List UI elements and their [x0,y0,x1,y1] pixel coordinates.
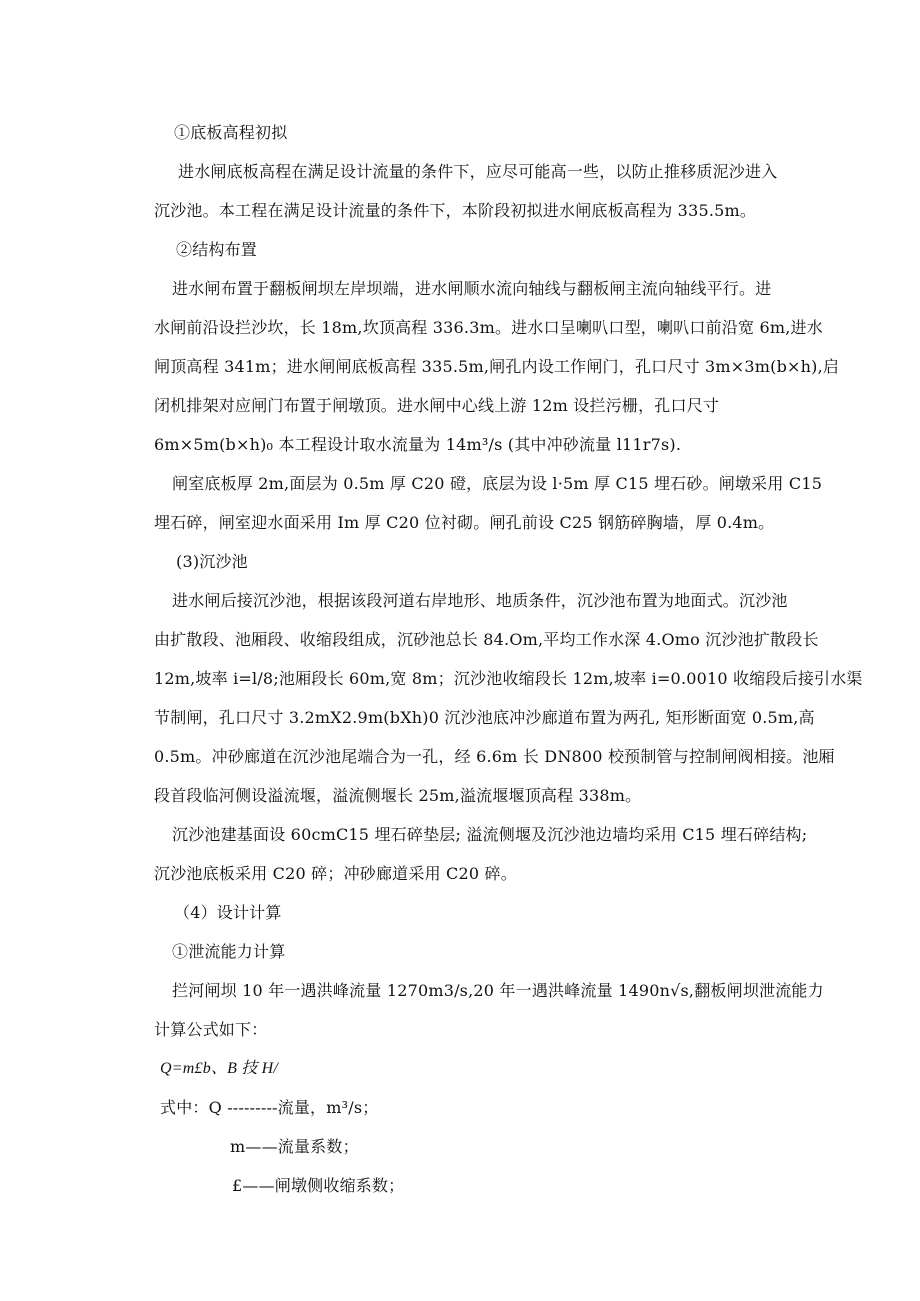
subheading-sedimentation-tank: (3)沉沙池 [176,552,248,571]
subheading-floor-elevation: ①底板高程初拟 [174,123,288,142]
formula: Q=m£b、B 技 H/ [160,1060,279,1077]
paragraph-line: 沉沙池建基面设 60cmC15 埋石碎垫层; 溢流侧堰及沉沙池边墙均采用 C15 埋石碎结构; [172,825,808,844]
subheading-design-calculation: （4）设计计算 [174,903,282,922]
subheading-structure-layout: ②结构布置 [176,240,258,259]
paragraph-line: 埋石碎，闸室迎水面采用 Im 厚 C20 位衬砌。闸孔前设 C25 钢筋碎胸墙，厚 0.4m。 [154,513,775,532]
formula-legend-epsilon: £——闸墩侧收缩系数； [232,1176,405,1195]
paragraph-line: 进水闸后接沉沙池，根据该段河道右岸地形、地质条件，沉沙池布置为地面式。沉沙池 [172,591,788,610]
paragraph-line: 12m,坡率 i=l∕8;池厢段长 60m,宽 8m；沉沙池收缩段长 12m,坡率 i=0.0010 收缩段后接引水渠 [154,669,863,688]
paragraph-line: 闭机排架对应闸门布置于闸墩顶。进水闸中心线上游 12m 设拦污栅，孔口尺寸 [154,396,720,415]
formula-legend-q: 式中：Q ---------流量，m³/s； [160,1098,379,1117]
paragraph-line: 闸顶高程 341m；进水闸闸底板高程 335.5m,闸孔内设工作闸门，孔口尺寸 3m×3m(b×h),启 [154,357,840,376]
paragraph-line: 水闸前沿设拦沙坎，长 18m,坎顶高程 336.3m。进水口呈喇叭口型，喇叭口前沿宽 6m,进水 [154,318,823,337]
paragraph-line: 段首段临河侧设溢流堰，溢流侧堰长 25m,溢流堰堰顶高程 338m。 [154,786,642,805]
paragraph-line: 计算公式如下： [154,1020,268,1039]
paragraph-line: 6m×5m(b×h)₀ 本工程设计取水流量为 14m³∕s (其中冲砂流量 l11r7s). [154,435,682,454]
paragraph-line: 进水闸布置于翻板闸坝左岸坝端，进水闸顺水流向轴线与翻板闸主流向轴线平行。进 [172,279,772,298]
paragraph-line: 节制闸，孔口尺寸 3.2mX2.9m(bXh)0 沉沙池底冲沙廊道布置为两孔, 矩形断面宽 0.5m,高 [154,708,815,727]
paragraph-line: 拦河闸坝 10 年一遇洪峰流量 1270m3∕s,20 年一遇洪峰流量 1490n√s,翻板闸坝泄流能力 [172,981,824,1000]
paragraph-line: 闸室底板厚 2m,面层为 0.5m 厚 C20 磴，底层为设 l·5m 厚 C15 埋石砂。闸墩采用 C15 [172,474,823,493]
subheading-discharge-capacity: ①泄流能力计算 [172,942,286,961]
paragraph-line: 沉沙池底板采用 C20 碎；冲砂廊道采用 C20 碎。 [154,864,517,883]
paragraph-line: 0.5m。冲砂廊道在沉沙池尾端合为一孔，经 6.6m 长 DN800 校预制管与控制闸阀相接。池厢 [154,747,835,766]
paragraph-line: 由扩散段、池厢段、收缩段组成，沉砂池总长 84.Om,平均工作水深 4.Omo 沉沙池扩散段长 [154,630,819,649]
paragraph-line: 进水闸底板高程在满足设计流量的条件下，应尽可能高一些，以防止推移质泥沙进入 [178,162,778,181]
paragraph-line: 沉沙池。本工程在满足设计流量的条件下，本阶段初拟进水闸底板高程为 335.5m。 [154,201,757,220]
formula-legend-m: m——流量系数； [230,1137,359,1156]
